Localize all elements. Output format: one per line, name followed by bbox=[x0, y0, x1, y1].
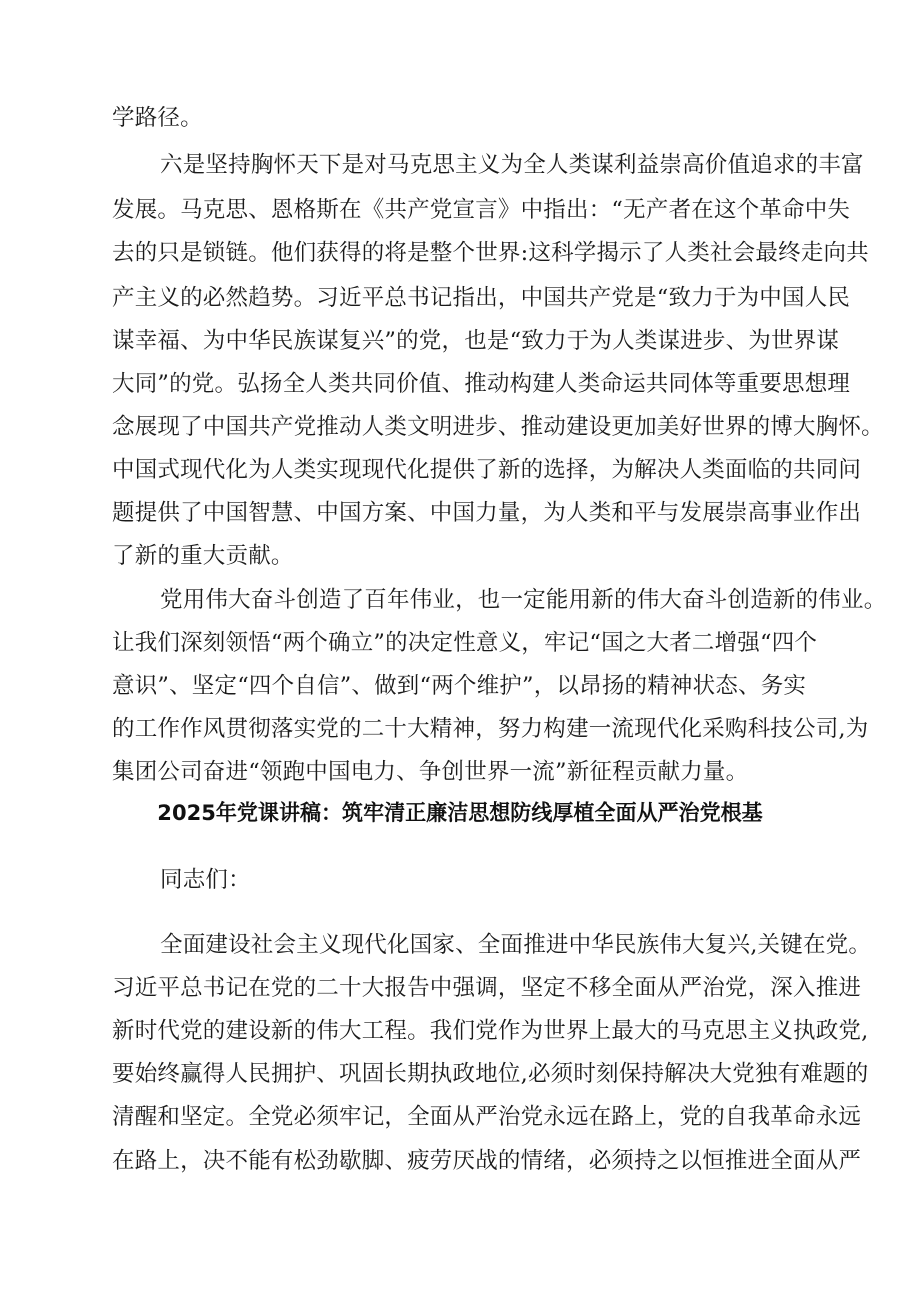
paragraph-line: 中国式现代化为人类实现现代化提供了新的选择，为解决人类面临的共同问 bbox=[112, 457, 862, 483]
paragraph-line: 产主义的必然趋势。习近平总书记指出，中国共产党是“致力于为中国人民 bbox=[112, 285, 851, 311]
paragraph-line: 的工作作风贯彻落实党的二十大精神，努力构建一流现代化采购科技公司,为 bbox=[112, 716, 869, 742]
paragraph-line: 清醒和坚定。全党必须牢记，全面从严治党永远在路上，党的自我革命永远 bbox=[112, 1104, 862, 1130]
paragraph-line: 去的只是锁链。他们获得的将是整个世界:这科学揭示了人类社会最终走向共 bbox=[112, 240, 869, 266]
paragraph-line: 念展现了中国共产党推动人类文明进步、推动建设更加美好世界的博大胸怀。 bbox=[112, 414, 884, 440]
paragraph-line: 在路上，决不能有松劲歇脚、疲劳厌战的情绪，必须持之以恒推进全面从严 bbox=[112, 1148, 862, 1174]
paragraph-line: 六是坚持胸怀天下是对马克思主义为全人类谋利益崇高价值追求的丰富 bbox=[160, 152, 864, 178]
paragraph-line: 习近平总书记在党的二十大报告中强调，坚定不移全面从严治党，深入推进 bbox=[112, 975, 862, 1001]
paragraph-line: 意识”、坚定“四个自信”、做到“两个维护”，以昂扬的精神状态、务实 bbox=[112, 673, 807, 699]
paragraph-line: 大同”的党。弘扬全人类共同价值、推动构建人类命运共同体等重要思想理 bbox=[112, 371, 851, 397]
paragraph-line: 谋幸福、为中华民族谋复兴”的党，也是“致力于为人类谋进步、为世界谋 bbox=[112, 328, 840, 354]
paragraph-line: 学路径。 bbox=[112, 105, 203, 131]
paragraph-line: 发展。马克思、恩格斯在《共产党宣言》中指出：“无产者在这个革命中失 bbox=[112, 197, 851, 223]
paragraph-line: 新时代党的建设新的伟大工程。我们党作为世界上最大的马克思主义执政党, bbox=[112, 1018, 869, 1044]
paragraph-line: 了新的重大贡献。 bbox=[112, 543, 294, 569]
paragraph-line: 题提供了中国智慧、中国方案、中国力量，为人类和平与发展崇高事业作出 bbox=[112, 500, 862, 526]
paragraph-line: 集团公司奋进“领跑中国电力、争创世界一流”新征程贡献力量。 bbox=[112, 759, 749, 785]
salutation: 同志们： bbox=[160, 867, 251, 893]
paragraph-line: 全面建设社会主义现代化国家、全面推进中华民族伟大复兴,关键在党。 bbox=[160, 932, 872, 958]
paragraph-line: 党用伟大奋斗创造了百年伟业，也一定能用新的伟大奋斗创造新的伟业。 bbox=[160, 587, 887, 613]
paragraph-line: 要始终赢得人民拥护、巩固长期执政地位,必须时刻保持解决大党独有难题的 bbox=[112, 1061, 869, 1087]
document-title: 2025年党课讲稿：筑牢清正廉洁思想防线厚植全面从严治党根基 bbox=[157, 801, 763, 826]
paragraph-line: 让我们深刻领悟“两个确立”的决定性意义，牢记“国之大者二增强“四个 bbox=[112, 630, 818, 656]
